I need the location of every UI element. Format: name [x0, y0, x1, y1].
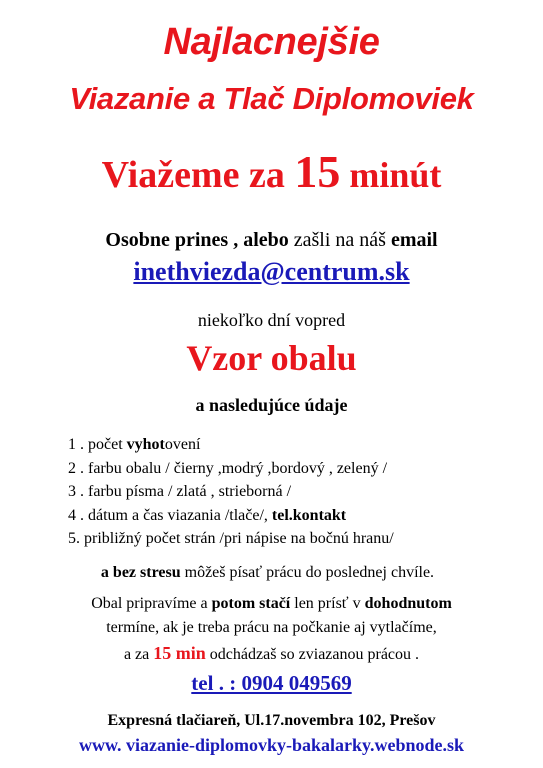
promo-prefix: Viažeme za [101, 154, 295, 196]
no-stress-line [0, 561, 539, 585]
intro-part2: zašli na náš [293, 229, 391, 251]
days-before-text: niekoľko dní vopred [197, 310, 346, 330]
phone-number[interactable]: tel . : 0904 049569 [191, 671, 352, 695]
list-item: 3 . farbu písma / zlatá , strieborná / [68, 483, 292, 500]
intro-part3: email [390, 229, 438, 251]
paragraph-line2: termíne, ak je treba prácu na počkanie aj vytlačíme, [106, 619, 437, 636]
headline-cheapest: Najlacnejšie [163, 21, 380, 63]
p1-d: dohodnutom [364, 595, 452, 612]
no-stress-bold: a bez stresu [100, 564, 185, 581]
list-item: 2 . farbu obalu / čierny ,modrý ,bordový , zelený / [68, 459, 388, 477]
cover-sample-heading: Vzor obalu [186, 338, 357, 378]
p3-c: odchádzaš so zviazanou prácou . [205, 646, 420, 663]
item1-rest: ovení [164, 436, 201, 453]
intro-part1: Osobne prines , alebo [105, 229, 294, 251]
email-link[interactable]: inethviezda@centrum.sk [133, 257, 410, 286]
headline-binding-printing: Viazanie a Tlač Diplomoviek [69, 81, 474, 116]
p1-a: Obal pripravíme a [91, 595, 212, 612]
list-item [68, 433, 394, 457]
p1-b: potom stačí [211, 595, 291, 612]
p3-a: a za [123, 646, 154, 663]
p3-b: 15 min [153, 643, 206, 663]
website-link[interactable]: www. viazanie-diplomovky-bakalarky.webnode.sk [78, 735, 465, 755]
intro-line [0, 227, 543, 253]
promo-suffix: minút [340, 155, 442, 195]
item4-text: 4 . dátum a čas viazania /tlače/, [68, 506, 272, 524]
promo-15-minutes [0, 148, 543, 199]
item1-text: 1 . počet [68, 436, 127, 453]
required-info-list [68, 433, 394, 551]
list-item [68, 504, 394, 528]
paragraph-line1 [0, 592, 543, 616]
p1-c: len prísť v [290, 595, 365, 612]
no-stress-rest: môžeš písať prácu do poslednej chvíle. [184, 564, 435, 581]
list-item: 5. približný počet strán /pri nápise na bočnú hranu/ [68, 530, 394, 547]
promo-number: 15 [294, 146, 341, 197]
item4-bold: tel.kontakt [271, 506, 347, 524]
address-text: Expresná tlačiareň, Ul.17.novembra 102, Prešov [107, 712, 436, 729]
item1-bold: vyhot [126, 436, 165, 453]
following-data-text: a nasledujúce údaje [195, 395, 348, 415]
paragraph-line3 [0, 641, 543, 667]
